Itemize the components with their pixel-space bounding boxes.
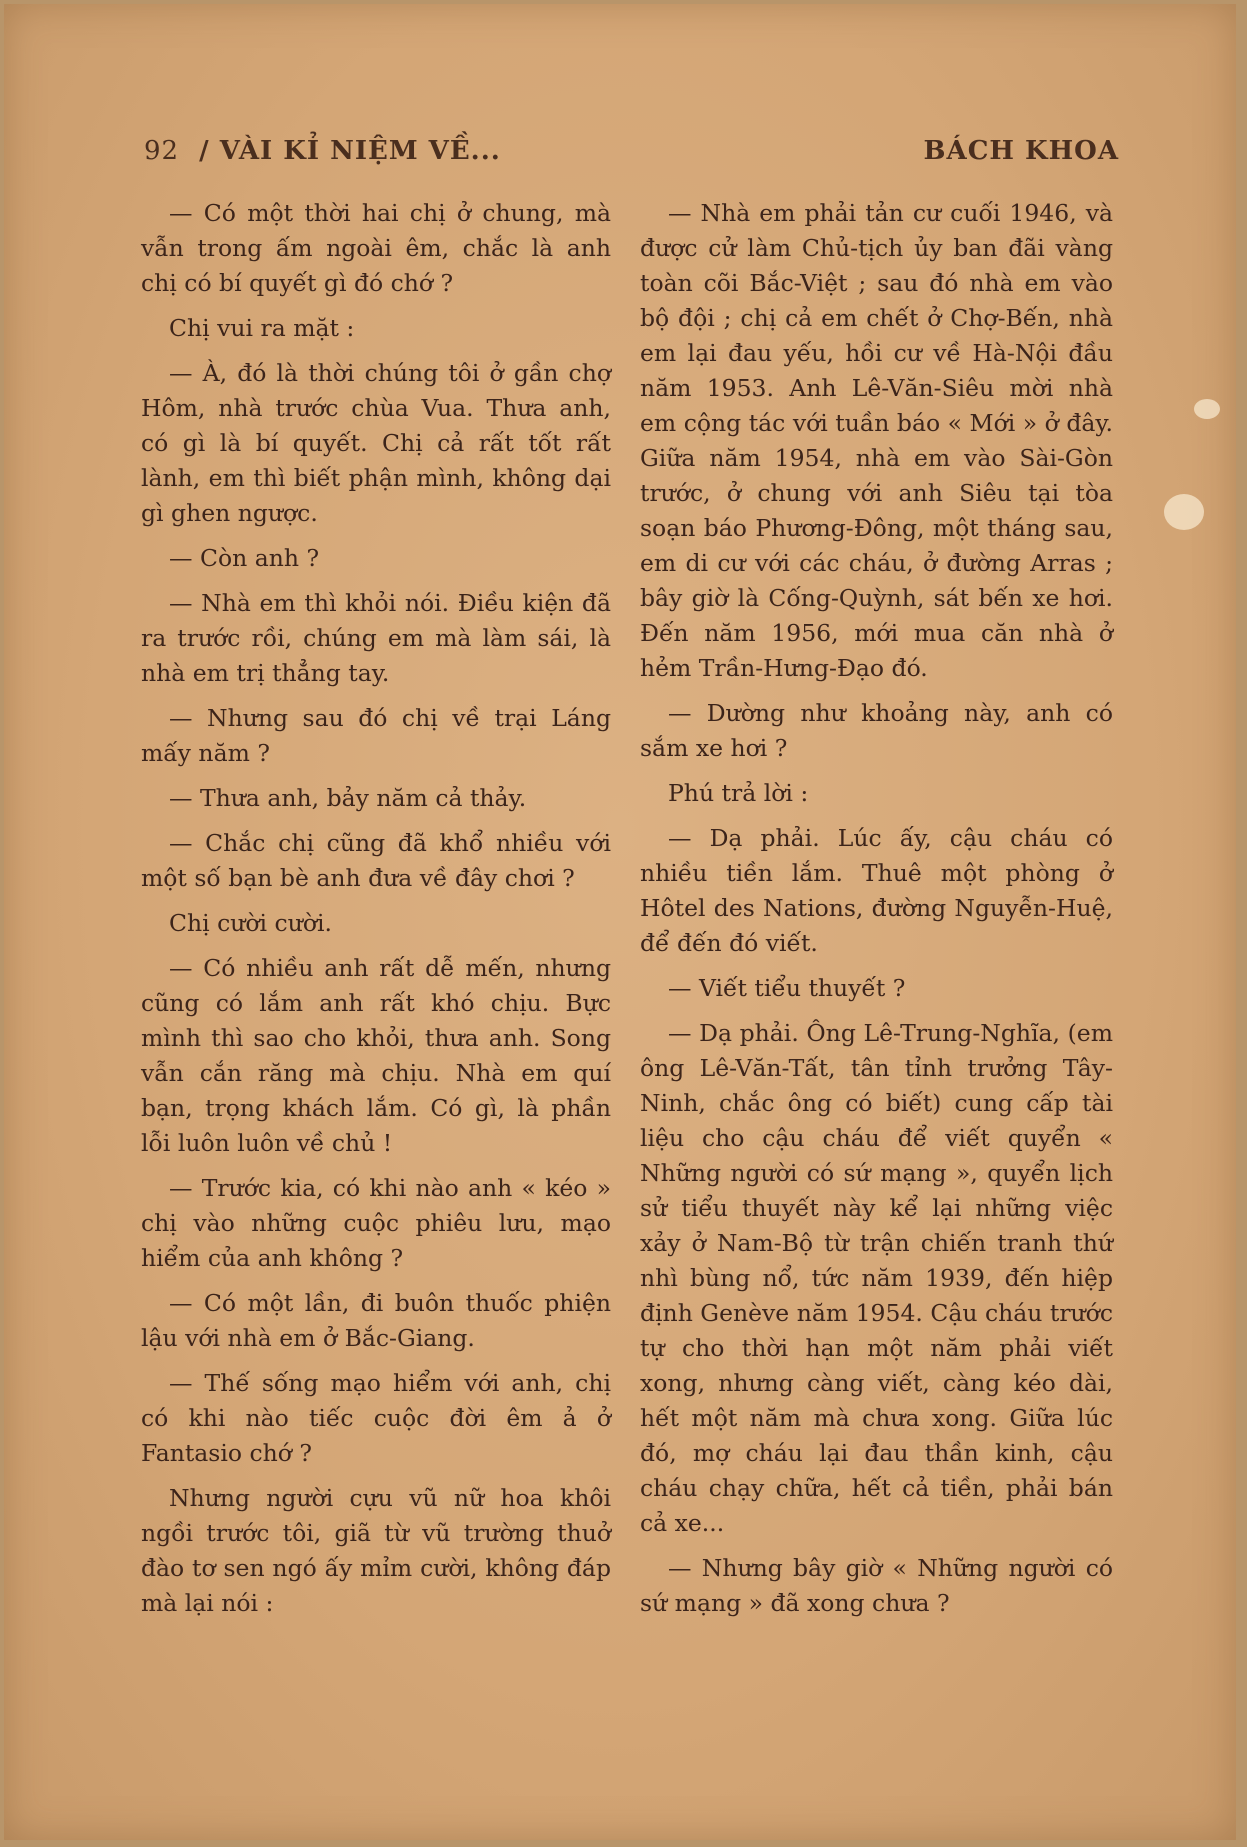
paragraph: Nhưng người cựu vũ nữ hoa khôi ngồi trước tôi, giã từ vũ trường thuở đào tơ sen ngó ấy mỉm cười, không đáp mà lại nói : [141, 1484, 611, 1617]
paragraph: — Chắc chị cũng đã khổ nhiều với một số bạn bè anh đưa về đây chơi ? [141, 829, 611, 892]
running-header [144, 136, 1119, 176]
publication-name: BÁCH KHOA [923, 136, 1119, 166]
running-title: VÀI KỈ NIỆM VỀ... [219, 136, 501, 166]
right-column [640, 196, 1113, 1631]
paragraph: — À, đó là thời chúng tôi ở gần chợ Hôm, nhà trước chùa Vua. Thưa anh, có gì là bí quyết. Chị cả rất tốt rất lành, em thì biết phận mình, không dại gì ghen ngược. [141, 359, 611, 527]
paragraph: — Dạ phải. Ông Lê-Trung-Nghĩa, (em ông Lê-Văn-Tất, tân tỉnh trưởng Tây-Ninh, chắc ông có biết) cung cấp tài liệu cho cậu cháu để viết quyển « Những người có sứ mạng », quyển lịch sử tiểu thuyết này kể lại những việc xảy ở Nam-Bộ từ trận chiến tranh thứ nhì bùng nổ, tức năm 1939, đến hiệp định Genève năm 1954. Cậu cháu trước tự cho thời hạn một năm phải viết xong, nhưng càng viết, càng kéo dài, hết một năm mà chưa xong. Giữa lúc đó, mợ cháu lại đau thần kinh, cậu cháu chạy chữa, hết cả tiền, phải bán cả xe... [640, 1019, 1113, 1537]
paragraph: — Còn anh ? [169, 544, 320, 572]
paragraph: — Nhà em thì khỏi nói. Điều kiện đã ra trước rồi, chúng em mà làm sái, là nhà em trị thẳng tay. [141, 589, 611, 687]
paragraph: Phú trả lời : [668, 779, 809, 807]
left-column [141, 196, 611, 1631]
paragraph: — Nhưng sau đó chị về trại Láng mấy năm ? [141, 704, 611, 767]
paragraph: — Thế sống mạo hiểm với anh, chị có khi nào tiếc cuộc đời êm ả ở Fantasio chớ ? [141, 1369, 611, 1467]
header-left [144, 136, 501, 166]
magazine-page [4, 4, 1236, 1840]
paragraph: Chị vui ra mặt : [169, 314, 355, 342]
paper-stain [1164, 494, 1204, 530]
paragraph: — Có một thời hai chị ở chung, mà vẫn trong ấm ngoài êm, chắc là anh chị có bí quyết gì đó chớ ? [141, 199, 611, 297]
paragraph: — Dạ phải. Lúc ấy, cậu cháu có nhiều tiền lắm. Thuê một phòng ở Hôtel des Nations, đường Nguyễn-Huệ, để đến đó viết. [640, 824, 1113, 957]
paragraph: — Nhà em phải tản cư cuối 1946, và được cử làm Chủ-tịch ủy ban đãi vàng toàn cõi Bắc-Việt ; sau đó nhà em vào bộ đội ; chị cả em chết ở Chợ-Bến, nhà em lại đau yếu, hồi cư về Hà-Nội đầu năm 1953. Anh Lê-Văn-Siêu mời nhà em cộng tác với tuần báo « Mới » ở đây. Giữa năm 1954, nhà em vào Sài-Gòn trước, ở chung với anh Siêu tại tòa soạn báo Phương-Đông, một tháng sau, em di cư với các cháu, ở đường Arras ; bây giờ là Cống-Quỳnh, sát bến xe hơi. Đến năm 1956, mới mua căn nhà ở hẻm Trần-Hưng-Đạo đó. [640, 199, 1113, 682]
paragraph: — Có một lần, đi buôn thuốc phiện lậu với nhà em ở Bắc-Giang. [141, 1289, 611, 1352]
paragraph: — Thưa anh, bảy năm cả thảy. [169, 784, 527, 812]
paragraph: — Nhưng bây giờ « Những người có sứ mạng » đã xong chưa ? [640, 1554, 1113, 1617]
paragraph: — Có nhiều anh rất dễ mến, nhưng cũng có lắm anh rất khó chịu. Bực mình thì sao cho khỏi, thưa anh. Song vẫn cắn răng mà chịu. Nhà em quí bạn, trọng khách lắm. Có gì, là phần lỗi luôn luôn về chủ ! [141, 954, 611, 1157]
page-number: 92 [144, 136, 180, 166]
paragraph: — Trước kia, có khi nào anh « kéo » chị vào những cuộc phiêu lưu, mạo hiểm của anh không ? [141, 1174, 611, 1272]
header-separator: / [199, 136, 210, 166]
paper-stain [1194, 399, 1220, 419]
paragraph: — Viết tiểu thuyết ? [668, 974, 906, 1002]
paragraph: Chị cười cười. [169, 909, 332, 937]
paragraph: — Dường như khoảng này, anh có sắm xe hơi ? [640, 699, 1113, 762]
